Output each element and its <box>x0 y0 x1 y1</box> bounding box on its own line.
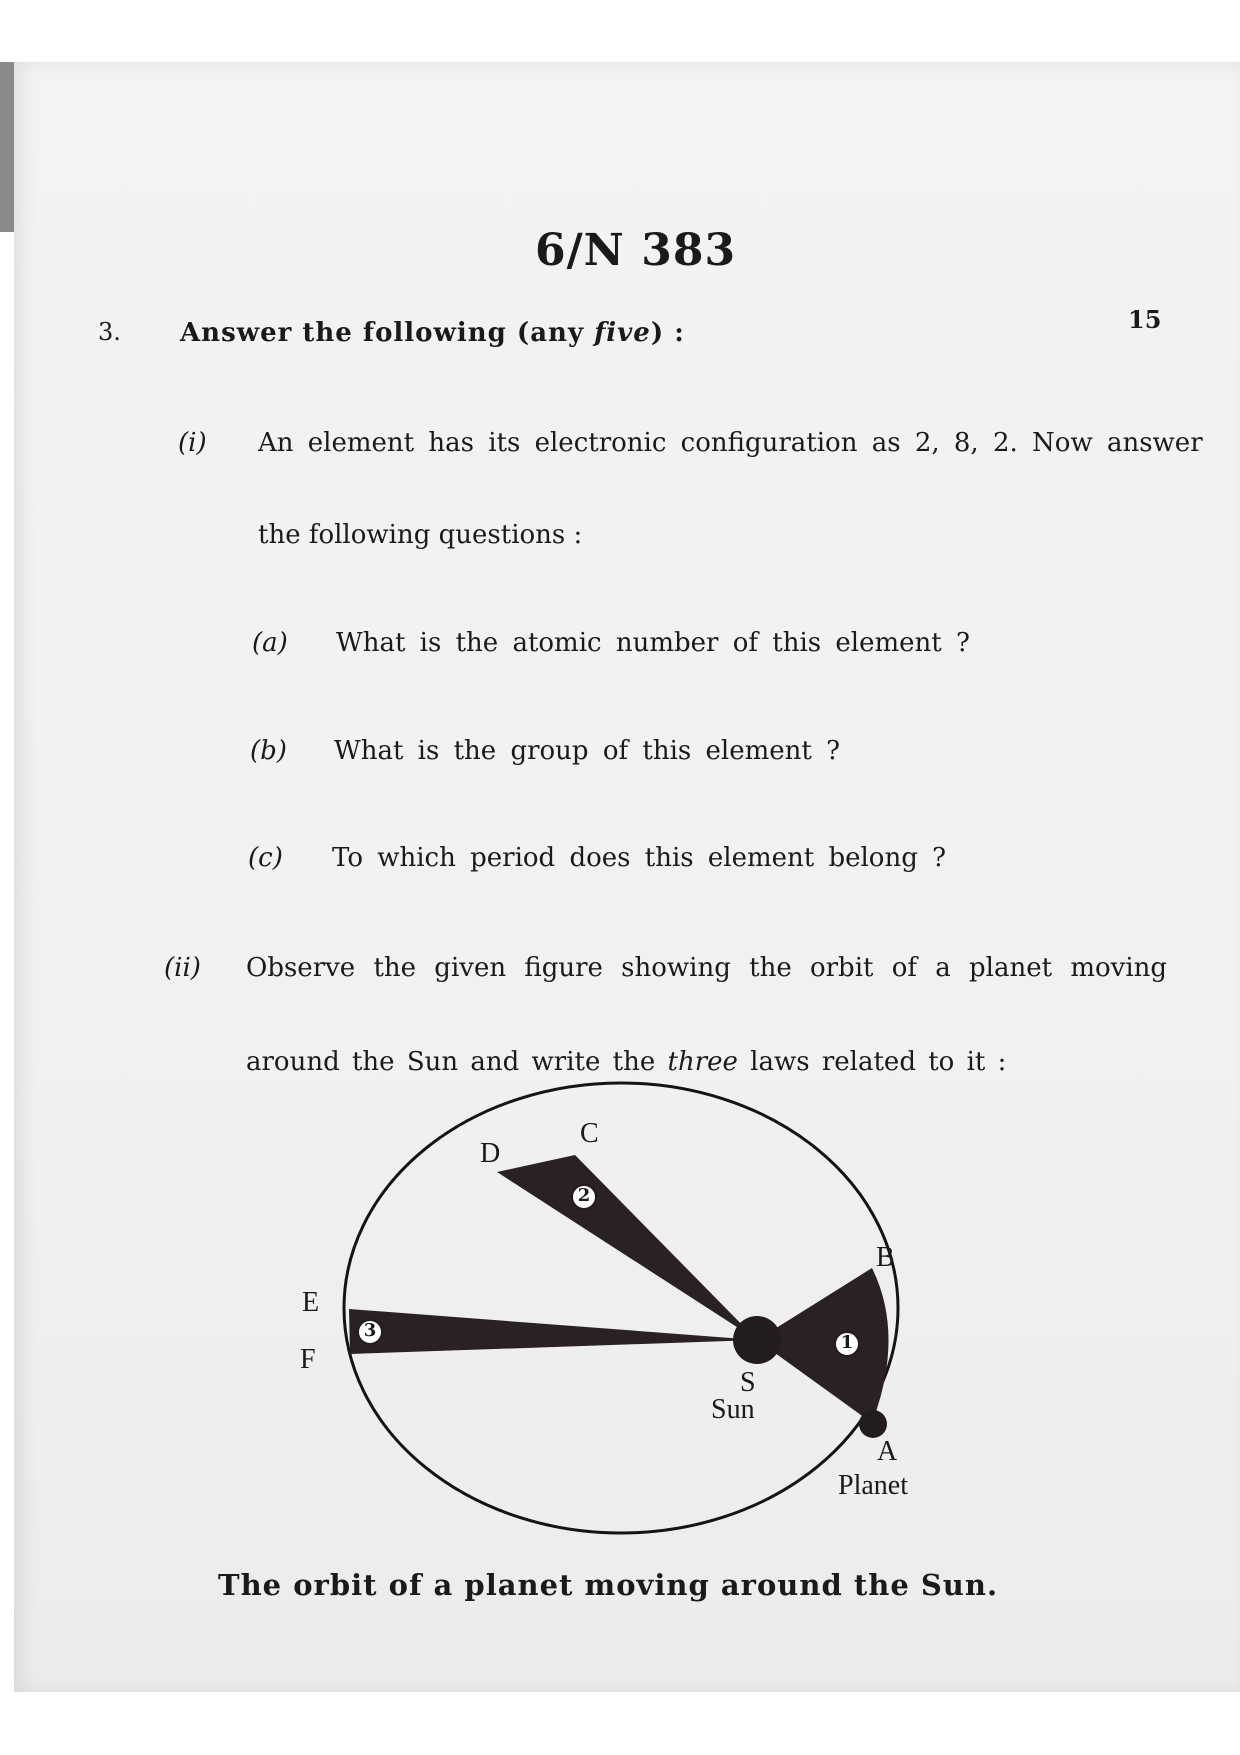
part-i-line1: An element has its electronic configuration as 2, 8, 2. Now answer <box>258 428 1203 458</box>
instruction-end: ) : <box>650 318 685 348</box>
sector-2 <box>497 1155 757 1340</box>
sun-label: Sun <box>711 1394 755 1425</box>
figure-caption: The orbit of a planet moving around the Sun. <box>218 1568 999 1602</box>
label-E: E <box>302 1287 320 1318</box>
sector-3-number: 3 <box>363 1320 377 1341</box>
label-S: S <box>740 1367 756 1398</box>
part-ii-line2-start: around the Sun and write the <box>246 1047 668 1077</box>
subpart-b-text: What is the group of this element ? <box>334 736 841 766</box>
part-i-line2: the following questions : <box>258 520 583 550</box>
subpart-c-label: (c) <box>248 843 283 873</box>
part-ii-line2-emph: three <box>667 1047 738 1077</box>
sector-1-number: 1 <box>840 1332 854 1353</box>
paper-code: 6/N 383 <box>535 225 737 276</box>
sun-disc <box>733 1316 781 1364</box>
question-number: 3. <box>98 318 121 346</box>
planet-dot <box>859 1410 887 1438</box>
subpart-c-text: To which period does this element belong ? <box>332 843 947 873</box>
subpart-a-text: What is the atomic number of this element ? <box>336 628 970 658</box>
label-D: D <box>480 1138 501 1169</box>
part-ii-label: (ii) <box>164 953 201 983</box>
subpart-a-label: (a) <box>252 628 288 658</box>
part-i-label: (i) <box>178 428 207 458</box>
label-A: A <box>877 1436 898 1467</box>
label-F: F <box>300 1344 316 1375</box>
marks: 15 <box>1128 305 1162 334</box>
subpart-b-label: (b) <box>250 736 287 766</box>
label-C: C <box>580 1118 599 1149</box>
label-B: B <box>876 1242 895 1273</box>
part-ii-line1: Observe the given figure showing the orbit of a planet moving <box>246 953 1168 983</box>
sector-3 <box>349 1309 757 1354</box>
planet-label: Planet <box>838 1470 908 1501</box>
instruction-start: Answer the following (any <box>180 318 595 348</box>
sector-2-number: 2 <box>577 1185 591 1206</box>
instruction-emph: five <box>594 318 651 348</box>
part-ii-line2-end: laws related to it : <box>737 1047 1007 1077</box>
